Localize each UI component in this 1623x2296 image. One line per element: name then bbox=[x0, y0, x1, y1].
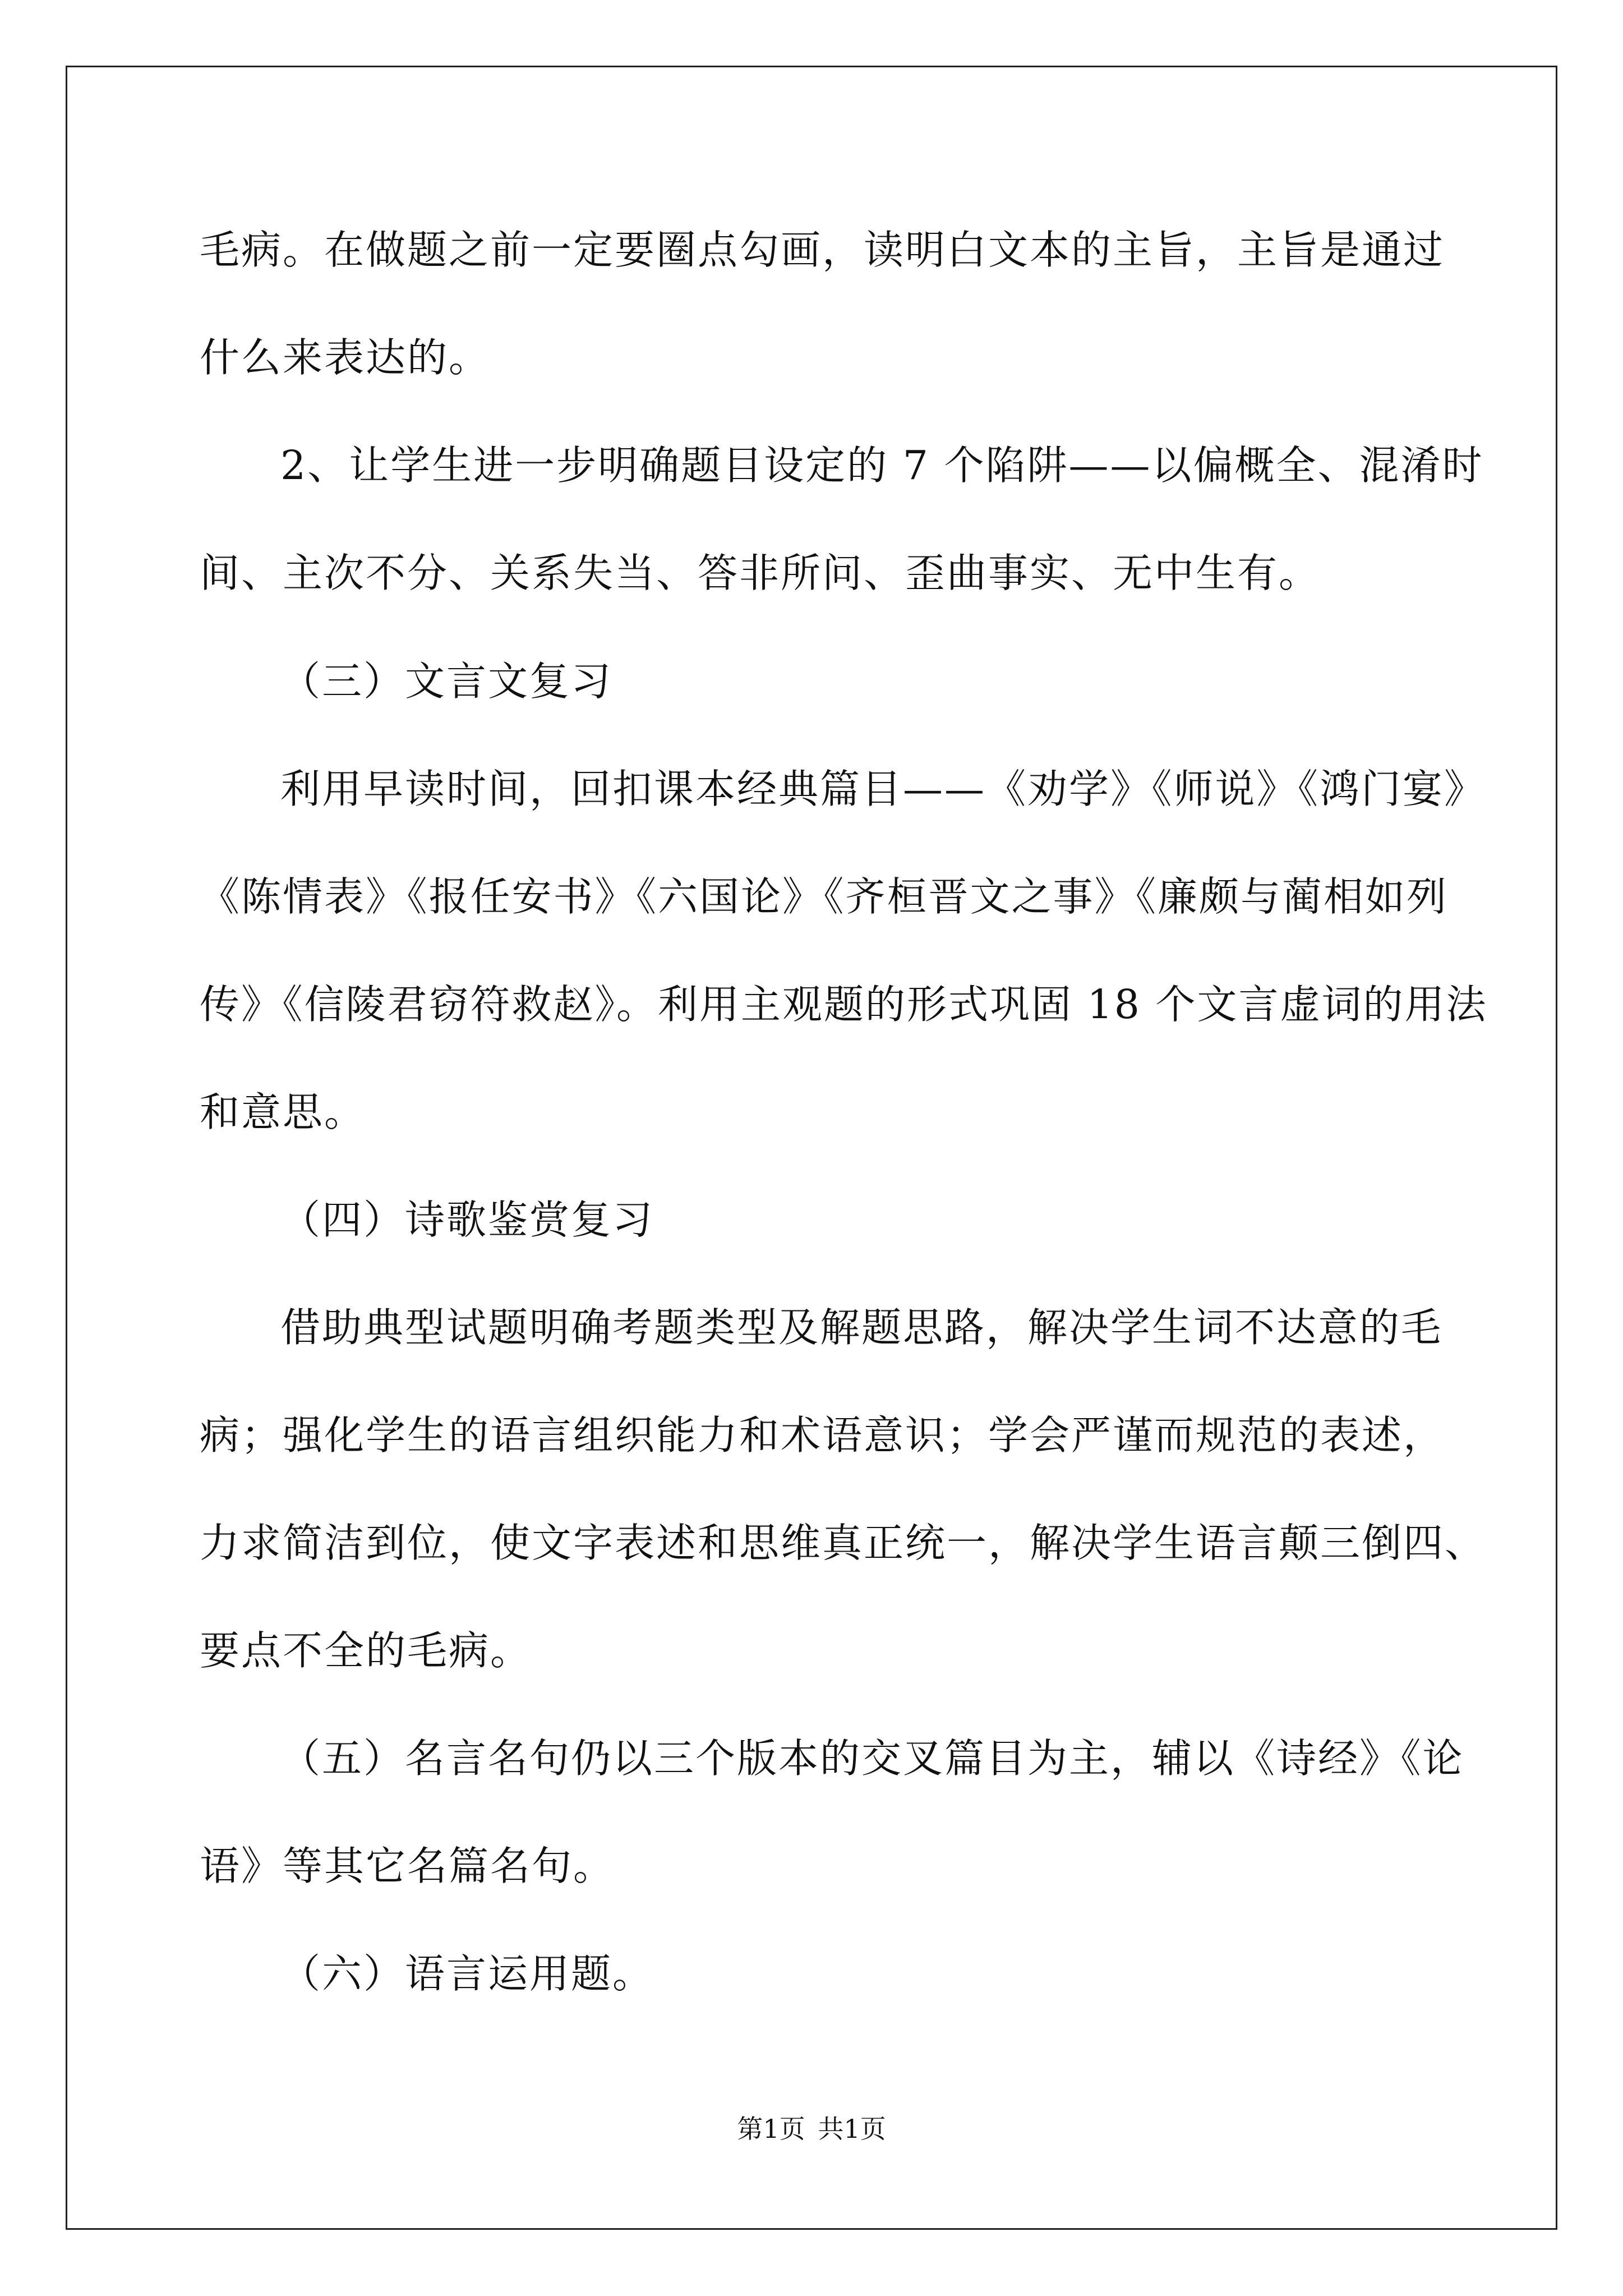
text-line: 传》《信陵君窃符救赵》。利用主观题的形式巩固 18 个文言虚词的用法 bbox=[200, 981, 1488, 1028]
text-line: 病；强化学生的语言组织能力和术语意识；学会严谨而规范的表述， bbox=[200, 1412, 1445, 1458]
text-line: 什么来表达的。 bbox=[200, 334, 491, 381]
text-line: （五）名言名句仍以三个版本的交叉篇目为主，辅以《诗经》《论 bbox=[280, 1735, 1464, 1782]
text-line: 和意思。 bbox=[200, 1089, 366, 1135]
text-line: 《陈情表》《报任安书》《六国论》《齐桓晋文之事》《廉颇与蔺相如列 bbox=[200, 873, 1449, 920]
text-line: 借助典型试题明确考题类型及解题思路，解决学生词不达意的毛 bbox=[280, 1304, 1443, 1351]
page-total: 共1页 bbox=[818, 2114, 886, 2144]
section-heading: （四）诗歌鉴赏复习 bbox=[280, 1197, 654, 1243]
text-line: 要点不全的毛病。 bbox=[200, 1627, 532, 1674]
page-number: 第1页 bbox=[737, 2114, 805, 2144]
text-line: 利用早读时间，回扣课本经典篇目——《劝学》《师说》《鸿门宴》 bbox=[280, 766, 1486, 812]
text-line: 毛病。在做题之前一定要圈点勾画，读明白文本的主旨，主旨是通过 bbox=[200, 227, 1445, 273]
page-footer bbox=[0, 2112, 1623, 2146]
text-line: 2、让学生进一步明确题目设定的 7 个陷阱——以偏概全、混淆时 bbox=[280, 442, 1484, 489]
page-border bbox=[66, 66, 1557, 2230]
text-line: 力求简洁到位，使文字表述和思维真正统一，解决学生语言颠三倒四、 bbox=[200, 1520, 1487, 1566]
section-heading: （三）文言文复习 bbox=[280, 658, 613, 705]
section-heading: （六）语言运用题。 bbox=[280, 1950, 654, 1997]
text-line: 间、主次不分、关系失当、答非所问、歪曲事实、无中生有。 bbox=[200, 550, 1321, 596]
text-line: 语》等其它名篇名句。 bbox=[200, 1843, 615, 1889]
